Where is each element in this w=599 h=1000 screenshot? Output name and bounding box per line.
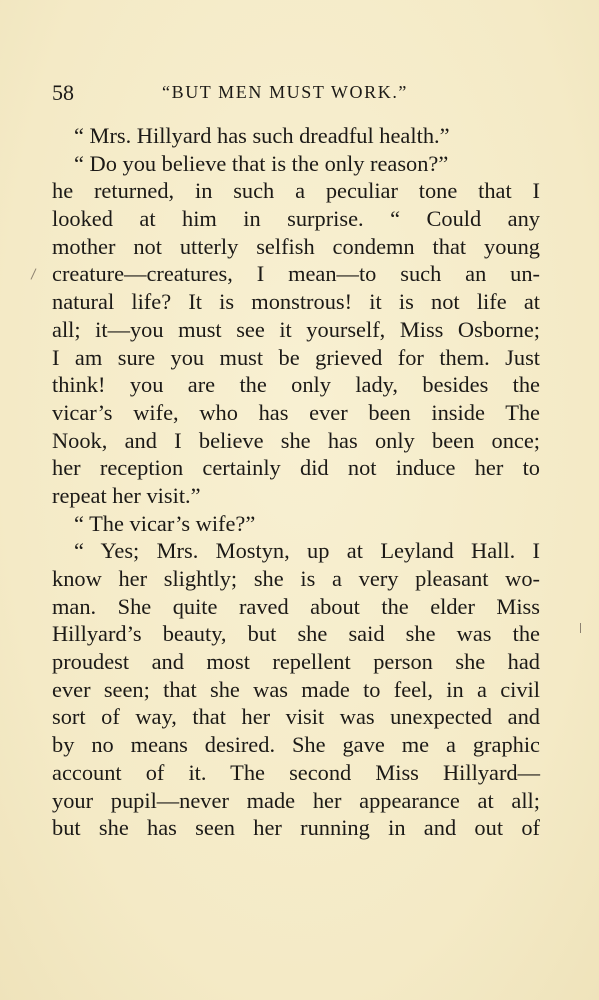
text-line: proudest and most repellent person she had xyxy=(52,649,540,675)
text-line: by no means desired. She gave me a graphic xyxy=(52,732,540,758)
text-line: man. She quite raved about the elder Miss xyxy=(52,593,540,619)
text-line: but she has seen her running in and out of xyxy=(52,815,540,841)
text-line: know her slightly; she is a very pleasant wo- xyxy=(52,566,540,591)
text-line: mother not utterly selfish condemn that young xyxy=(52,233,540,259)
text-line: Hillyard’s beauty, but she said she was the xyxy=(52,621,540,647)
text-line: think! you are the only lady, besides the xyxy=(52,372,540,398)
text-line: Nook, and I believe she has only been once; xyxy=(52,427,540,453)
text-line: natural life? It is monstrous! it is not life at xyxy=(52,289,540,315)
page-number: 58 xyxy=(52,80,74,105)
text-line: ever seen; that she was made to feel, in a civil xyxy=(52,676,540,702)
text-line: “ Do you believe that is the only reason?” xyxy=(74,150,449,176)
text-line: her reception certainly did not induce her to xyxy=(52,455,540,481)
text-line: I am sure you must be grieved for them. Just xyxy=(52,344,540,370)
text-line: all; it—you must see it yourself, Miss Osborne; xyxy=(52,316,540,342)
margin-mark xyxy=(580,623,581,633)
text-line: “ The vicar’s wife?” xyxy=(74,510,256,536)
body-text xyxy=(52,122,540,842)
text-line: “ Mrs. Hillyard has such dreadful health.” xyxy=(74,123,450,148)
page-header xyxy=(52,80,542,108)
text-line: “ Yes; Mrs. Mostyn, up at Leyland Hall. I xyxy=(74,538,540,564)
text-line: sort of way, that her visit was unexpected and xyxy=(52,704,540,730)
text-line: vicar’s wife, who has ever been inside The xyxy=(52,399,540,425)
text-line: your pupil—never made her appearance at all; xyxy=(52,787,540,813)
margin-mark xyxy=(31,268,37,279)
text-line: account of it. The second Miss Hillyard— xyxy=(52,759,540,785)
text-line: he returned, in such a peculiar tone that I xyxy=(52,178,540,204)
text-line: repeat her visit.” xyxy=(52,482,201,508)
text-line: looked at him in surprise. “ Could any xyxy=(52,206,540,232)
text-line: creature—creatures, I mean—to such an un- xyxy=(52,261,540,287)
running-head: “BUT MEN MUST WORK.” xyxy=(162,82,409,102)
